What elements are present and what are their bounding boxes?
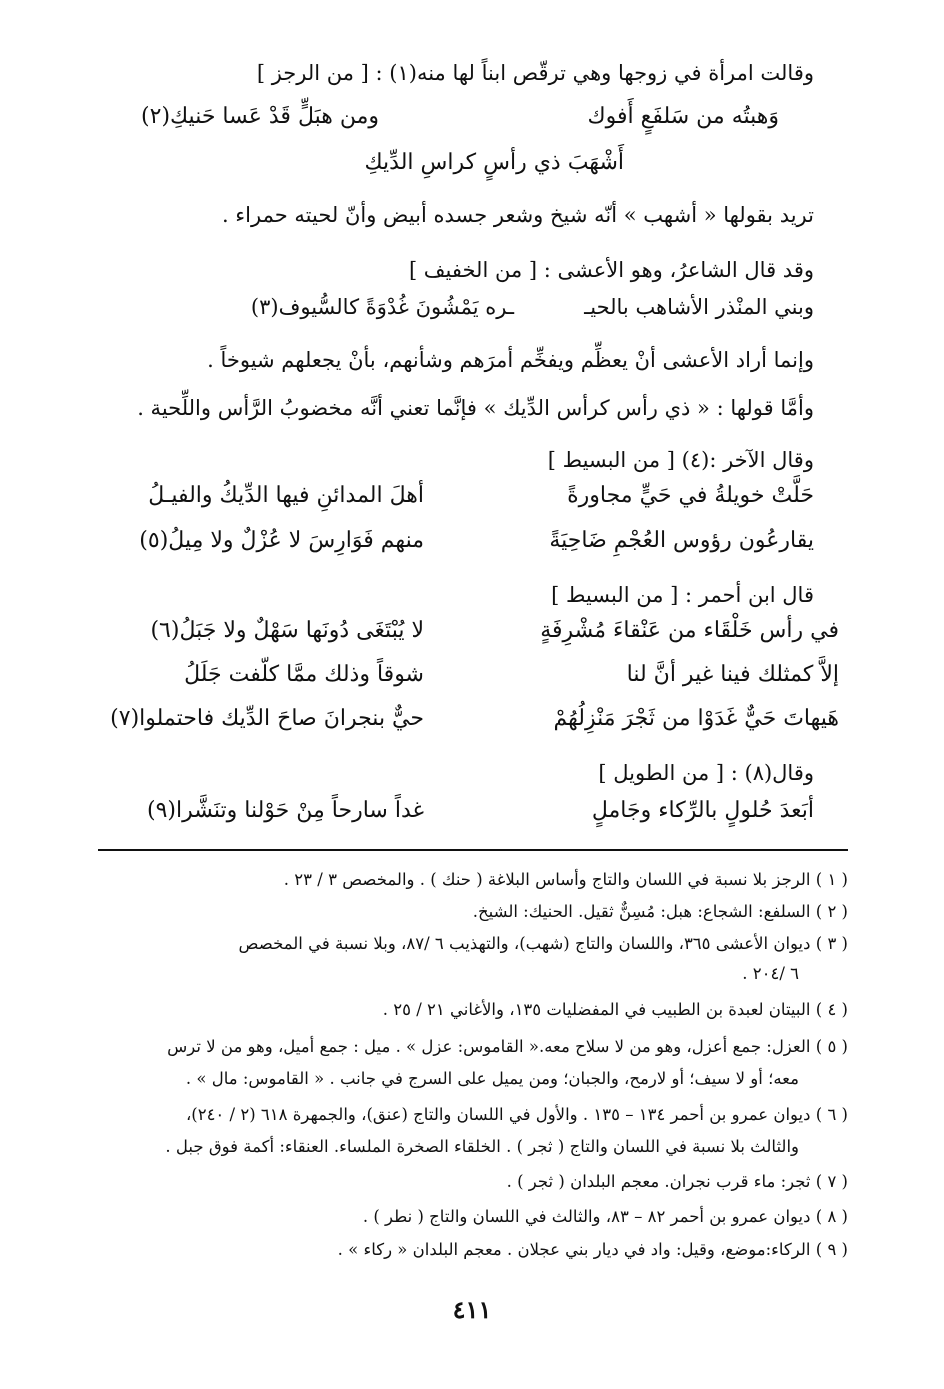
verse-4-3-first: هَيهاتَ حَيٌّ غَدَوْا من ثَجْرَ مَنْزِلُهُمْ <box>553 706 839 731</box>
footnote-6-continuation: والثالث بلا نسبة في اللسان والتاج ( ثجر ) . الخلقاء الصخرة الملساء. العنقاء: أكمة فوق جبل . <box>165 1137 799 1156</box>
verse-2-second-hemistich: ـره يَمْشُونَ غُدْوَةً كالسُّيوف(٣) <box>250 295 514 319</box>
verse-3-1-second: أهلَ المدائنِ فيها الدِّيكُ والفيـلُ <box>148 483 424 508</box>
paragraph-3: وأمَّا قولها : « ذي رأس كرأس الدِّيك » فإنَّما تعني أنَّه مخضوبُ الرَّأس واللِّحية . <box>137 396 814 420</box>
footnote-3-continuation: ٦ /٢٠٤ . <box>742 964 799 983</box>
footnote-text: العزل: جمع أعزل، وهو من لا سلاح معه.« القاموس: عزل » . ميل : جمع أميل، وهو من لا ترس <box>167 1037 811 1056</box>
footnote-3 <box>239 932 848 956</box>
footnote-text: ديوان الأعشى ٣٦٥، واللسان والتاج (شهب)، والتهذيب ٦ /٨٧، وبلا نسبة في المخصص <box>238 934 811 953</box>
footnote-1 <box>284 868 848 892</box>
intro-line-1: وقالت امرأة في زوجها وهي ترقّص ابناً لها منه(١) : [ من الرجز ] <box>256 61 814 85</box>
footnote-number: ( ٥ ) <box>815 1037 848 1056</box>
footnote-9 <box>338 1238 848 1262</box>
verse-3-1-first: حَلَّتْ خويلةُ في حَيٍّ مجاورةً <box>567 483 814 508</box>
footnote-separator <box>98 849 848 851</box>
verse-4-2-first: إلاَّ كمثلك فينا غير أنَّ لنا <box>626 662 839 687</box>
footnote-6 <box>186 1103 848 1127</box>
verse-5-1-first: أبَعدَ حُلولٍ بالرِّكاء وجَاملٍ <box>591 798 814 823</box>
intro-line-4: قال ابن أحمر : [ من البسيط ] <box>551 583 814 607</box>
paragraph-2: وإنما أراد الأعشى أنْ يعظِّم ويفخِّم أمرَهم وشأنهم، بأنْ يجعلهم شيوخاً . <box>207 348 814 372</box>
verse-2-first-hemistich: وبني المنْذر الأشاهب بالحيـ <box>584 295 814 319</box>
footnote-8 <box>363 1205 848 1229</box>
verse-4-3-second: حيٌّ بنجرانَ صاحَ الدِّيك فاحتملوا(٧) <box>110 706 424 731</box>
verse-1-second-hemistich: ومن هبَلٍّ قَدْ عَسا حَنيكِ(٢) <box>141 104 379 129</box>
footnote-7 <box>507 1170 848 1194</box>
footnote-number: ( ٦ ) <box>815 1105 848 1124</box>
paragraph-1: تريد بقولها « أشهب » أنّه شيخ وشعر جسده أبيض وأنّ لحيته حمراء . <box>221 203 814 227</box>
footnote-number: ( ٢ ) <box>815 902 848 921</box>
footnote-5-continuation: معه؛ أو لا سيف؛ أو لارمح، والجبان؛ ومن يميل على السرج في جانب . « القاموس: مال » . <box>185 1069 799 1088</box>
footnote-number: ( ٣ ) <box>815 934 848 953</box>
verse-1-first-hemistich: وَهبتُه من سَلفَعٍ أَفوك <box>587 104 779 129</box>
footnote-number: ( ٧ ) <box>815 1172 848 1191</box>
footnote-text: البيتان لعبدة بن الطبيب في المفضليات ١٣٥، والأغاني ٢١ / ٢٥ . <box>382 1000 811 1019</box>
page-number: ٤١١ <box>452 1295 492 1324</box>
intro-line-5: وقال(٨) : [ من الطويل ] <box>598 761 814 785</box>
verse-4-2-second: شوقاً وذلك ممَّا كلّفت جَلَلُ <box>184 662 424 687</box>
footnote-2 <box>473 900 848 924</box>
footnote-4 <box>383 998 848 1022</box>
verse-5-1-second: غداً سارحاً مِنْ حَوْلنا وتنَشَّرا(٩) <box>146 798 424 823</box>
footnote-5 <box>167 1035 848 1059</box>
verse-3-2-first: يقارعُون رؤوس العُجْمِ ضَاحِيَةً <box>549 528 814 553</box>
footnote-text: ديوان عمرو بن أحمر ١٣٤ – ١٣٥ . والأول في اللسان والتاج (عنق)، والجمهرة ٦١٨ (٢ / ٢٤٠)، <box>185 1105 811 1124</box>
footnote-text: ثجر: ماء قرب نجران. معجم البلدان ( ثجر ) . <box>506 1172 811 1191</box>
verse-4-1-first: في رأس خَلْقَاء من عَنْقاءَ مُشْرِفَةٍ <box>540 618 839 643</box>
footnote-text: الرجز بلا نسبة في اللسان والتاج وأساس البلاغة ( حنك ) . والمخصص ٣ / ٢٣ . <box>283 870 811 889</box>
footnote-text: السلفع: الشجاع: هبل: مُسِنٌّ ثقيل. الحنيك: الشيخ. <box>472 902 811 921</box>
footnote-number: ( ٨ ) <box>815 1207 848 1226</box>
footnote-text: الركاء:موضع، وقيل: واد في ديار بني عجلان . معجم البلدان « ركاء » . <box>337 1240 811 1259</box>
verse-3-2-second: منهم فَوَارِسَ لا عُزْلٌ ولا مِيلُ(٥) <box>139 528 424 553</box>
verse-4-1-second: لا يُبْتَغَى دُونَها سَهْلٌ ولا جَبَلُ(٦) <box>150 618 424 643</box>
footnote-number: ( ٩ ) <box>815 1240 848 1259</box>
footnote-number: ( ٤ ) <box>815 1000 848 1019</box>
footnote-text: ديوان عمرو بن أحمر ٨٢ – ٨٣، والثالث في اللسان والتاج ( نطر ) . <box>362 1207 811 1226</box>
intro-line-2: وقد قال الشاعرُ، وهو الأعشى : [ من الخفيف ] <box>408 258 814 282</box>
intro-line-3: وقال الآخر :(٤) [ من البسيط ] <box>547 448 814 472</box>
verse-1-third-line: أَشْهَبَ ذي رأسٍ كراسِ الدِّيكِ <box>364 150 624 175</box>
footnote-number: ( ١ ) <box>815 870 848 889</box>
